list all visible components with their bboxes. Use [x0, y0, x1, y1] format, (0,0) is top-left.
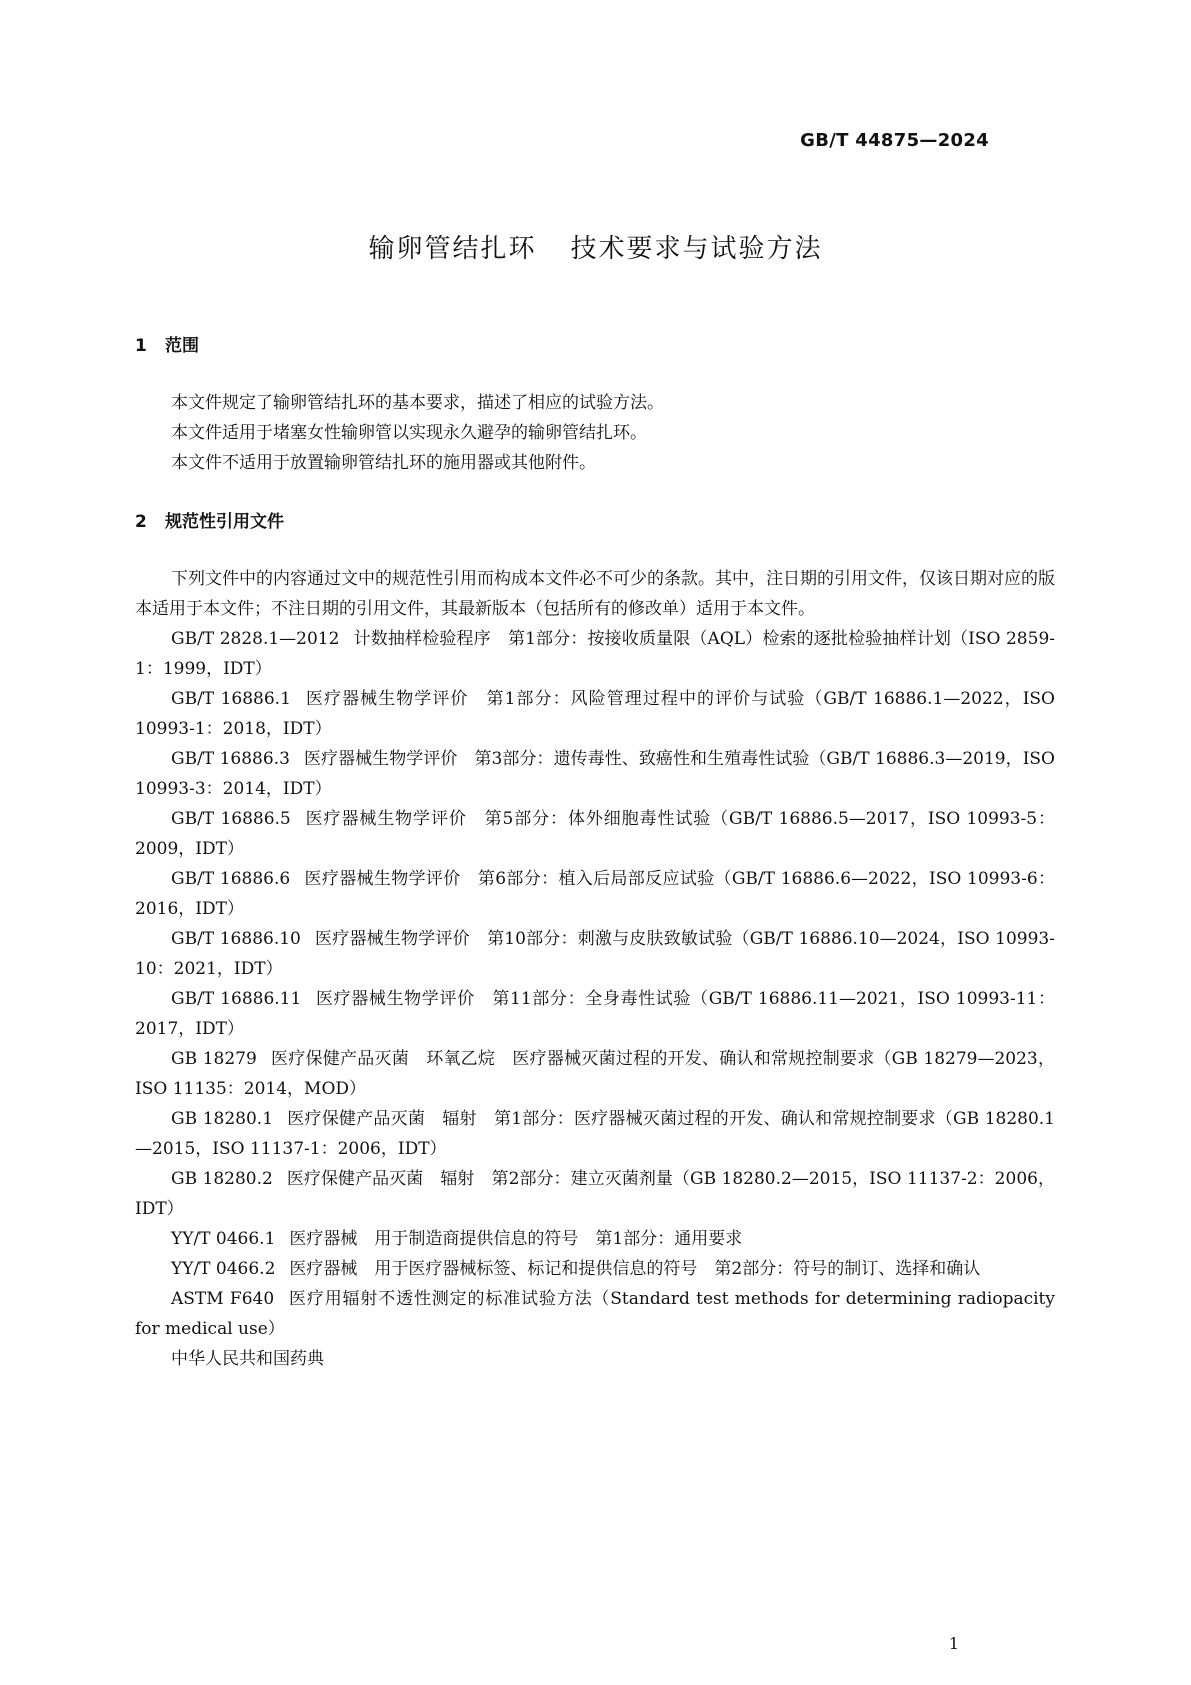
section-number: 1: [135, 336, 147, 356]
reference-text: 医疗器械生物学评价 第10部分：刺激与皮肤致敏试验（GB/T 16886.10—2024，ISO 10993-10：2021，IDT）: [135, 929, 1055, 979]
section-heading-normative-references: [135, 508, 1055, 536]
reference-text: 医疗用辐射不透性测定的标准试验方法（Standard test methods for determining radiopacity for medical use）: [135, 1289, 1055, 1339]
reference-item: [135, 1224, 1055, 1254]
reference-text: 医疗器械生物学评价 第1部分：风险管理过程中的评价与试验（GB/T 16886.1—2022，ISO 10993-1：2018，IDT）: [135, 689, 1055, 739]
standard-code: GB/T 44875—2024: [800, 130, 989, 151]
reference-code: GB 18279: [171, 1049, 257, 1069]
document-body: [135, 332, 1055, 1374]
reference-item: [135, 1104, 1055, 1164]
reference-item: [135, 1344, 1055, 1374]
reference-item: [135, 804, 1055, 864]
reference-text: 医疗器械生物学评价 第6部分：植入后局部反应试验（GB/T 16886.6—2022，ISO 10993-6：2016，IDT）: [135, 869, 1056, 919]
section-heading-scope: [135, 332, 1055, 360]
document-title: [0, 228, 1191, 265]
reference-code: YY/T 0466.2: [171, 1259, 276, 1279]
reference-item: [135, 1164, 1055, 1224]
reference-text: 医疗保健产品灭菌 辐射 第2部分：建立灭菌剂量（GB 18280.2—2015，ISO 11137-2：2006，IDT）: [135, 1169, 1056, 1219]
reference-text: 医疗器械生物学评价 第11部分：全身毒性试验（GB/T 16886.11—2021，ISO 10993-11：2017，IDT）: [135, 989, 1055, 1039]
page-number: 1: [948, 1634, 959, 1653]
reference-code: GB/T 16886.3: [171, 749, 290, 769]
reference-item: [135, 984, 1055, 1044]
reference-item: [135, 1284, 1055, 1344]
reference-item: [135, 624, 1055, 684]
scope-paragraph: 本文件适用于堵塞女性输卵管以实现永久避孕的输卵管结扎环。: [171, 423, 647, 443]
scope-paragraph: 本文件规定了输卵管结扎环的基本要求，描述了相应的试验方法。: [171, 393, 664, 413]
reference-text: 中华人民共和国药典: [171, 1349, 324, 1369]
reference-code: YY/T 0466.1: [171, 1229, 276, 1249]
reference-text: 计数抽样检验程序 第1部分：按接收质量限（AQL）检索的逐批检验抽样计划（ISO 2859-1：1999，IDT）: [135, 629, 1056, 679]
reference-text: 医疗器械 用于制造商提供信息的符号 第1部分：通用要求: [289, 1229, 743, 1249]
reference-item: [135, 1044, 1055, 1104]
document-title-part2: 技术要求与试验方法: [570, 234, 823, 264]
reference-text: 医疗保健产品灭菌 环氧乙烷 医疗器械灭菌过程的开发、确认和常规控制要求（GB 18279—2023，ISO 11135：2014，MOD）: [135, 1049, 1055, 1099]
reference-item: [135, 684, 1055, 744]
document-title-part1: 输卵管结扎环: [368, 234, 537, 264]
reference-code: GB/T 16886.10: [171, 929, 301, 949]
reference-code: GB/T 16886.1: [171, 689, 291, 709]
reference-code: GB 18280.1: [171, 1109, 274, 1129]
section-number: 2: [135, 512, 147, 532]
reference-code: GB/T 16886.5: [171, 809, 291, 829]
section-title: 范围: [165, 336, 199, 356]
reference-code: GB 18280.2: [171, 1169, 273, 1189]
references-intro: 下列文件中的内容通过文中的规范性引用而构成本文件必不可少的条款。其中，注日期的引用文件，仅该日期对应的版本适用于本文件；不注日期的引用文件，其最新版本（包括所有的修改单）适用于本文件。: [135, 569, 1055, 619]
reference-code: GB/T 2828.1—2012: [171, 629, 340, 649]
reference-text: 医疗保健产品灭菌 辐射 第1部分：医疗器械灭菌过程的开发、确认和常规控制要求（GB 18280.1—2015，ISO 11137-1：2006，IDT）: [135, 1109, 1056, 1159]
reference-text: 医疗器械生物学评价 第3部分：遗传毒性、致癌性和生殖毒性试验（GB/T 16886.3—2019，ISO 10993-3：2014，IDT）: [135, 749, 1055, 799]
reference-code: GB/T 16886.6: [171, 869, 291, 889]
reference-item: [135, 864, 1055, 924]
reference-text: 医疗器械生物学评价 第5部分：体外细胞毒性试验（GB/T 16886.5—2017，ISO 10993-5：2009，IDT）: [135, 809, 1056, 859]
reference-item: [135, 924, 1055, 984]
section-title: 规范性引用文件: [165, 512, 284, 532]
reference-item: [135, 744, 1055, 804]
reference-code: GB/T 16886.11: [171, 989, 302, 1009]
reference-text: 医疗器械 用于医疗器械标签、标记和提供信息的符号 第2部分：符号的制订、选择和确认: [289, 1259, 981, 1279]
scope-paragraph: 本文件不适用于放置输卵管结扎环的施用器或其他附件。: [171, 453, 596, 473]
reference-code: ASTM F640: [171, 1289, 275, 1309]
reference-item: [135, 1254, 1055, 1284]
